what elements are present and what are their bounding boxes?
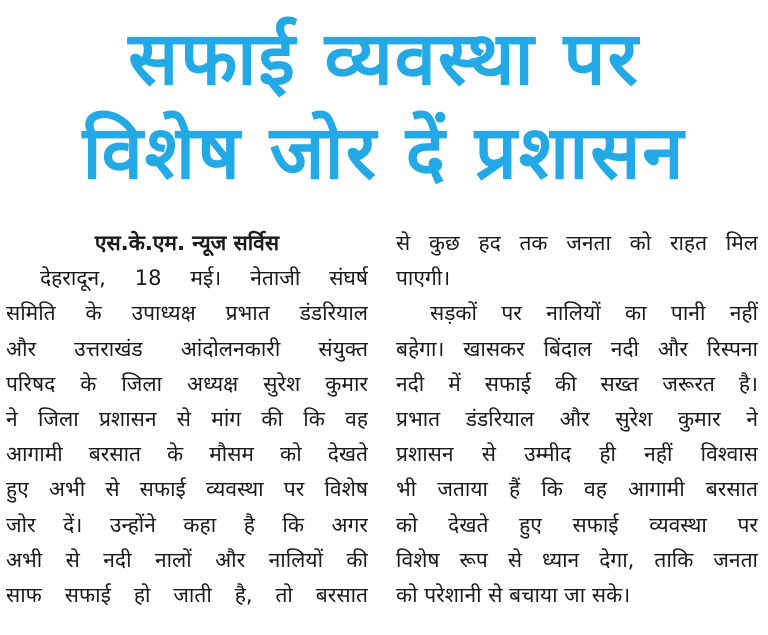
byline: एस.के.एम. न्यूज सर्विस — [94, 231, 280, 255]
left-line-10: साफ सफाई हो जाती है, तो बरसात — [6, 583, 368, 608]
right-line-2: पाएगी। — [396, 266, 451, 291]
left-line-5: ने जिला प्रशासन से मांग की कि वह — [6, 407, 368, 432]
left-line-2: समिति के उपाध्यक्ष प्रभात डंडरियाल — [6, 301, 368, 326]
right-line-5: नदी में सफाई की सख्त जरूरत है। — [396, 371, 758, 396]
left-line-1: देहरादून, 18 मई। नेताजी संघर्ष — [40, 266, 368, 291]
right-line-3: सड़कों पर नालियों का पानी नहीं — [430, 301, 758, 326]
right-line-1: से कुछ हद तक जनता को राहत मिल — [396, 231, 758, 255]
right-line-10: विशेष रूप से ध्यान देगा, ताकि जनता — [396, 547, 758, 572]
left-line-4: परिषद के जिला अध्यक्ष सुरेश कुमार — [6, 371, 368, 396]
right-column — [396, 226, 758, 613]
right-line-6: प्रभात डंडरियाल और सुरेश कुमार ने — [396, 407, 758, 432]
right-line-4: बहेगा। खासकर बिंदाल नदी और रिस्पना — [396, 336, 758, 361]
headline-line-2: विशेष जोर दें प्रशासन — [82, 110, 686, 196]
left-line-9: अभी से नदी नालों और नालियों की — [6, 547, 368, 572]
right-line-8: भी जताया हैं कि वह आगामी बरसात — [396, 477, 758, 502]
left-column — [6, 226, 368, 613]
left-line-8: जोर दें। उन्होंने कहा है कि अगर — [6, 512, 368, 537]
right-line-11: को परेशानी से बचाया जा सके। — [396, 583, 631, 608]
left-line-7: हुए अभी से सफाई व्यवस्था पर विशेष — [6, 477, 368, 502]
right-line-7: प्रशासन से उम्मीद ही नहीं विश्वास — [396, 442, 758, 467]
right-line-9: को देखते हुए सफाई व्यवस्था पर — [396, 512, 758, 537]
headline-line-1: सफाई व्यवस्था पर — [128, 16, 640, 102]
left-line-3: और उत्तराखंड आंदोलनकारी संयुक्त — [6, 336, 368, 361]
left-line-6: आगामी बरसात के मौसम को देखते — [6, 442, 368, 467]
